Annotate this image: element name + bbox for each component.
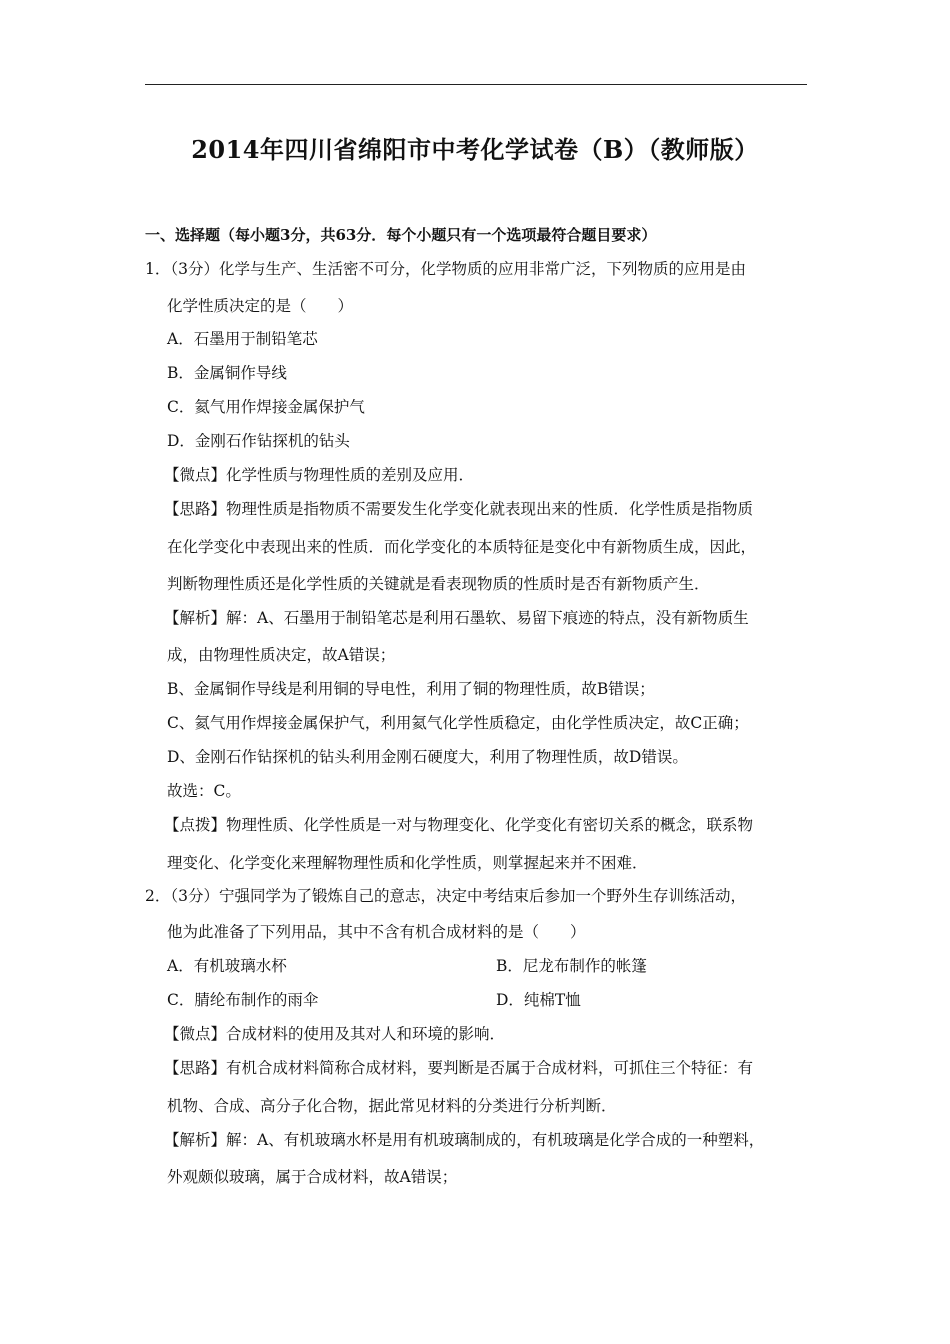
q1-answer: 故选：C。 [167,782,241,800]
q1-jiexi-line2: 成，由物理性质决定，故A错误； [167,646,396,664]
q2-silu-line2: 机物、合成、高分子化合物，据此常见材料的分类进行分析判断． [167,1097,617,1115]
q1-option-a: A．石墨用于制铅笔芯 [167,330,318,348]
q1-option-b: B．金属铜作导线 [167,364,287,382]
q2-option-b: B．尼龙布制作的帐篷 [496,957,647,975]
q1-dianbo-line1: 【点拨】物理性质、化学性质是一对与物理变化、化学变化有密切关系的概念，联系物 [164,816,754,834]
q1-stem-line1: 1．（3分）化学与生产、生活密不可分，化学物质的应用非常广泛，下列物质的应用是由 [145,260,746,278]
page-title: 2014年四川省绵阳市中考化学试卷（B）（教师版） [191,135,759,164]
q2-option-d: D．纯棉T恤 [496,991,581,1009]
section-heading: 一、选择题（每小题3分，共63分．每个小题只有一个选项最符合题目要求） [145,226,657,244]
q2-weidian: 【微点】合成材料的使用及其对人和环境的影响． [164,1025,506,1043]
q2-jiexi-line2: 外观颇似玻璃，属于合成材料，故A错误； [167,1168,458,1186]
q1-weidian: 【微点】化学性质与物理性质的差别及应用． [164,466,475,484]
q1-silu-line2: 在化学变化中表现出来的性质．而化学变化的本质特征是变化中有新物质生成，因此， [167,538,757,556]
q1-jiexi-line5: D、金刚石作钻探机的钻头利用金刚石硬度大，利用了物理性质，故D错误。 [167,748,688,766]
q1-silu-line3: 判断物理性质还是化学性质的关键就是看表现物质的性质时是否有新物质产生． [167,575,710,593]
q1-option-d: D．金刚石作钻探机的钻头 [167,432,350,450]
q1-stem-line2: 化学性质决定的是（ ） [167,297,354,315]
q2-stem-line2: 他为此准备了下列用品，其中不含有机合成材料的是（ ） [167,923,586,941]
q2-option-a: A．有机玻璃水杯 [167,957,287,975]
q2-silu-line1: 【思路】有机合成材料简称合成材料，要判断是否属于合成材料，可抓住三个特征：有 [164,1059,754,1077]
q1-dianbo-line2: 理变化、化学变化来理解物理性质和化学性质，则掌握起来并不困难． [167,854,648,872]
q1-jiexi-line1: 【解析】解：A、石墨用于制铅笔芯是利用石墨软、易留下痕迹的特点，没有新物质生 [164,609,749,627]
q1-jiexi-line3: B、金属铜作导线是利用铜的导电性，利用了铜的物理性质，故B错误； [167,680,655,698]
q1-jiexi-line4: C、氦气用作焊接金属保护气，利用氦气化学性质稳定，由化学性质决定，故C正确； [167,714,749,732]
q2-jiexi-line1: 【解析】解：A、有机玻璃水杯是用有机玻璃制成的，有机玻璃是化学合成的一种塑料， [164,1131,765,1149]
q2-stem-line1: 2．（3分）宁强同学为了锻炼自己的意志，决定中考结束后参加一个野外生存训练活动， [145,887,746,905]
header-rule [145,84,807,85]
q1-option-c: C．氦气用作焊接金属保护气 [167,398,365,416]
q1-silu-line1: 【思路】物理性质是指物质不需要发生化学变化就表现出来的性质．化学性质是指物质 [164,500,754,518]
q2-option-c: C．腈纶布制作的雨伞 [167,991,319,1009]
